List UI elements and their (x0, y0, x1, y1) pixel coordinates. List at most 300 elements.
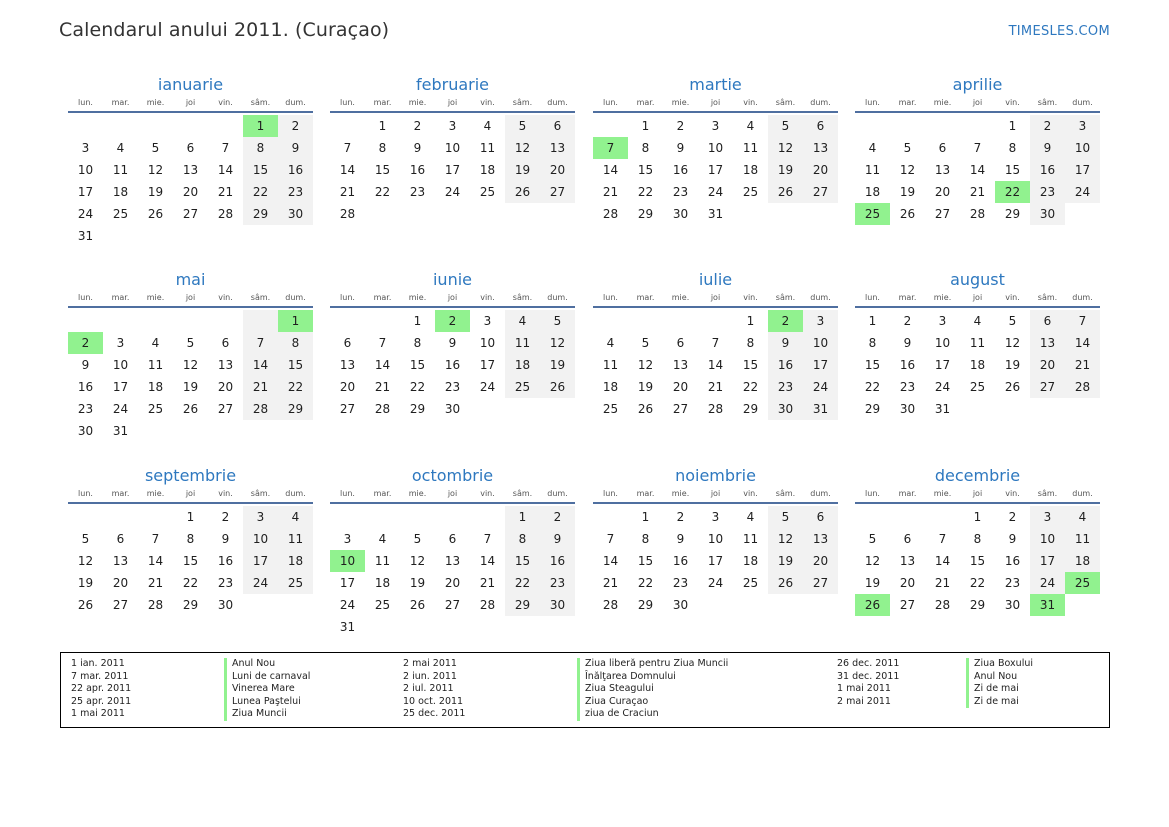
day-cell: 20 (1030, 354, 1065, 376)
day-cell: 4 (1065, 506, 1100, 528)
week-row (68, 376, 313, 398)
day-cell: 14 (969, 163, 986, 177)
week-row (68, 572, 313, 594)
day-cell: 31 (77, 229, 94, 243)
day-cell: 28 (374, 402, 391, 416)
day-cell: 11 (112, 163, 129, 177)
day-cell: 24 (1030, 572, 1065, 594)
day-cell: 12 (147, 163, 164, 177)
weekday-label: lun. (78, 293, 93, 302)
holiday-name: Ziua Muncii (224, 708, 310, 721)
day-cell: 10 (1065, 137, 1100, 159)
day-cell: 28 (217, 207, 234, 221)
weekday-label: dum. (285, 98, 306, 107)
day-cell: 17 (1065, 159, 1100, 181)
day-cell: 18 (969, 358, 986, 372)
day-cell: 29 (864, 402, 881, 416)
week-row (593, 572, 838, 594)
weekday-label: dum. (547, 98, 568, 107)
day-cell: 9 (448, 336, 457, 350)
day-cell: 12 (77, 554, 94, 568)
day-cell: 1 (505, 506, 540, 528)
week-row (855, 137, 1100, 159)
empty-day-cell (540, 616, 575, 638)
day-cell: 13 (217, 358, 234, 372)
weekday-label: vin. (1005, 489, 1020, 498)
day-cell: 27 (899, 598, 916, 612)
day-cell: 7 (973, 141, 982, 155)
empty-day-cell (435, 616, 470, 638)
empty-day-cell (960, 398, 995, 420)
empty-day-cell (138, 506, 173, 528)
day-cell: 30 (768, 398, 803, 420)
weekday-header (855, 97, 1100, 113)
day-cell: 27 (444, 598, 461, 612)
weekday-label: lun. (78, 489, 93, 498)
day-cell: 4 (505, 310, 540, 332)
week-row (330, 310, 575, 332)
holiday-day-cell: 2 (768, 310, 803, 332)
day-cell: 4 (151, 336, 160, 350)
day-cell: 23 (899, 380, 916, 394)
day-cell: 20 (444, 576, 461, 590)
day-cell: 5 (81, 532, 90, 546)
day-cell: 16 (409, 163, 426, 177)
holiday-day-cell: 7 (593, 137, 628, 159)
empty-day-cell (855, 115, 890, 137)
day-cell: 3 (711, 119, 720, 133)
day-cell: 29 (969, 598, 986, 612)
day-cell: 22 (278, 376, 313, 398)
empty-day-cell (803, 594, 838, 616)
holiday-date: 2 iul. 2011 (403, 683, 454, 695)
week-row (330, 572, 575, 594)
month-iulie (593, 268, 838, 420)
day-cell: 9 (676, 141, 685, 155)
day-cell: 13 (444, 554, 461, 568)
day-cell: 30 (278, 203, 313, 225)
day-cell: 16 (540, 550, 575, 572)
week-row (330, 528, 575, 550)
weekday-label: joi (710, 489, 721, 498)
day-cell: 24 (707, 576, 724, 590)
month-name: iulie (698, 270, 733, 289)
holiday-name: Ziua Steagului (577, 683, 728, 696)
weekday-header (593, 97, 838, 113)
holiday-date: 2 mai 2011 (403, 658, 457, 669)
day-cell: 15 (864, 358, 881, 372)
weekday-label: sâm. (775, 489, 796, 498)
day-cell: 5 (151, 141, 160, 155)
day-cell: 3 (1030, 506, 1065, 528)
day-cell: 16 (444, 358, 461, 372)
day-cell: 29 (278, 398, 313, 420)
empty-day-cell (1065, 594, 1100, 616)
week-row (68, 420, 313, 442)
day-cell: 5 (903, 141, 912, 155)
day-cell: 2 (221, 510, 230, 524)
day-cell: 16 (217, 554, 234, 568)
day-cell: 15 (243, 159, 278, 181)
day-cell: 20 (182, 185, 199, 199)
day-cell: 2 (278, 115, 313, 137)
empty-day-cell (470, 616, 505, 638)
empty-day-cell (103, 225, 138, 247)
day-cell: 17 (707, 554, 724, 568)
day-cell: 10 (112, 358, 129, 372)
day-cell: 20 (112, 576, 129, 590)
day-cell: 13 (803, 528, 838, 550)
week-row (593, 528, 838, 550)
day-cell: 5 (868, 532, 877, 546)
holiday-date: 7 mar. 2011 (71, 670, 129, 682)
weekday-label: mar. (373, 293, 392, 302)
week-row (68, 203, 313, 225)
day-cell: 19 (182, 380, 199, 394)
day-cell: 27 (672, 402, 689, 416)
empty-day-cell (628, 310, 663, 332)
weekday-label: dum. (285, 489, 306, 498)
day-cell: 28 (934, 598, 951, 612)
day-cell: 10 (707, 532, 724, 546)
weekday-header (330, 488, 575, 504)
weekday-label: mar. (636, 489, 655, 498)
week-row (593, 332, 838, 354)
week-row (330, 332, 575, 354)
day-cell: 19 (1004, 358, 1021, 372)
day-cell: 24 (112, 402, 129, 416)
day-cell: 13 (934, 163, 951, 177)
day-cell: 6 (448, 532, 457, 546)
day-cell: 22 (243, 181, 278, 203)
day-cell: 15 (409, 358, 426, 372)
day-cell: 18 (864, 185, 881, 199)
month-name: octombrie (411, 466, 494, 485)
week-row (68, 354, 313, 376)
day-cell: 27 (1030, 376, 1065, 398)
week-row (68, 506, 313, 528)
day-cell: 18 (742, 554, 759, 568)
day-cell: 17 (444, 163, 461, 177)
weekday-label: dum. (285, 293, 306, 302)
day-cell: 28 (243, 398, 278, 420)
day-cell: 8 (868, 336, 877, 350)
week-row (593, 181, 838, 203)
holiday-name: Ziua Boxului (966, 658, 1033, 671)
day-cell: 5 (505, 115, 540, 137)
weekday-label: sâm. (512, 489, 533, 498)
day-cell: 26 (77, 598, 94, 612)
day-cell: 19 (899, 185, 916, 199)
weekday-label: dum. (810, 489, 831, 498)
day-cell: 14 (339, 163, 356, 177)
empty-day-cell (330, 310, 365, 332)
day-cell: 28 (147, 598, 164, 612)
week-row (593, 159, 838, 181)
day-cell: 10 (479, 336, 496, 350)
day-cell: 23 (540, 572, 575, 594)
day-cell: 6 (186, 141, 195, 155)
holiday-date: 1 ian. 2011 (71, 658, 125, 669)
month-name: decembrie (934, 466, 1021, 485)
day-cell: 17 (707, 163, 724, 177)
holiday-name: Anul Nou (224, 658, 310, 671)
empty-day-cell (400, 506, 435, 528)
day-cell: 11 (742, 141, 759, 155)
weekday-label: vin. (743, 489, 758, 498)
week-row (593, 203, 838, 225)
day-cell: 4 (116, 141, 125, 155)
day-cell: 30 (444, 402, 461, 416)
month-februarie (330, 73, 575, 225)
day-cell: 17 (243, 550, 278, 572)
day-cell: 7 (378, 336, 387, 350)
holiday-name: Înălţarea Domnului (577, 671, 728, 684)
month-name: iunie (432, 270, 472, 289)
day-cell: 12 (899, 163, 916, 177)
weekday-label: vin. (218, 489, 233, 498)
day-cell: 11 (374, 554, 391, 568)
empty-day-cell (733, 203, 768, 225)
day-cell: 11 (742, 532, 759, 546)
day-cell: 9 (768, 332, 803, 354)
holiday-date: 10 oct. 2011 (403, 695, 464, 707)
day-cell: 25 (479, 185, 496, 199)
day-cell: 4 (746, 510, 755, 524)
week-row (593, 398, 838, 420)
empty-day-cell (400, 616, 435, 638)
holiday-date: 31 dec. 2011 (837, 670, 900, 682)
holiday-day-cell: 2 (435, 310, 470, 332)
week-row (855, 159, 1100, 181)
day-cell: 8 (186, 532, 195, 546)
weekday-label: dum. (547, 293, 568, 302)
day-cell: 14 (217, 163, 234, 177)
day-cell: 5 (540, 310, 575, 332)
day-cell: 18 (602, 380, 619, 394)
day-cell: 15 (374, 163, 391, 177)
empty-day-cell (470, 203, 505, 225)
day-cell: 29 (1004, 207, 1021, 221)
weekday-label: mar. (898, 489, 917, 498)
empty-day-cell (278, 420, 313, 442)
holiday-date: 25 apr. 2011 (71, 695, 132, 707)
day-cell: 31 (339, 620, 356, 634)
day-cell: 23 (768, 376, 803, 398)
weekday-label: joi (185, 98, 196, 107)
day-cell: 16 (672, 554, 689, 568)
day-cell: 11 (864, 163, 881, 177)
day-cell: 26 (540, 376, 575, 398)
weekday-label: joi (185, 489, 196, 498)
day-cell: 14 (147, 554, 164, 568)
empty-day-cell (505, 616, 540, 638)
day-cell: 19 (147, 185, 164, 199)
day-cell: 14 (1065, 332, 1100, 354)
empty-day-cell (243, 594, 278, 616)
day-cell: 23 (409, 185, 426, 199)
day-cell: 15 (1004, 163, 1021, 177)
day-cell: 9 (81, 358, 90, 372)
weekday-label: sâm. (775, 98, 796, 107)
day-cell: 19 (540, 354, 575, 376)
week-row (855, 332, 1100, 354)
empty-day-cell (173, 225, 208, 247)
day-cell: 16 (1004, 554, 1021, 568)
day-cell: 22 (374, 185, 391, 199)
holiday-name-column (577, 658, 728, 721)
day-cell: 4 (746, 119, 755, 133)
day-cell: 1 (973, 510, 982, 524)
day-cell: 17 (77, 185, 94, 199)
day-cell: 17 (112, 380, 129, 394)
day-cell: 8 (641, 141, 650, 155)
weekday-label: sâm. (775, 293, 796, 302)
holiday-date-column (837, 658, 899, 708)
day-cell: 24 (1065, 181, 1100, 203)
weekday-label: lun. (865, 489, 880, 498)
day-cell: 22 (409, 380, 426, 394)
day-cell: 14 (374, 358, 391, 372)
empty-day-cell (243, 225, 278, 247)
day-cell: 3 (711, 510, 720, 524)
weekday-label: sâm. (250, 293, 271, 302)
day-cell: 3 (116, 336, 125, 350)
weekday-label: lun. (865, 293, 880, 302)
empty-day-cell (733, 594, 768, 616)
day-cell: 6 (803, 115, 838, 137)
day-cell: 15 (637, 554, 654, 568)
day-cell: 13 (339, 358, 356, 372)
empty-day-cell (365, 203, 400, 225)
day-cell: 21 (479, 576, 496, 590)
day-cell: 8 (413, 336, 422, 350)
month-ianuarie (68, 73, 313, 247)
day-cell: 30 (672, 598, 689, 612)
day-cell: 8 (1008, 141, 1017, 155)
empty-day-cell (470, 506, 505, 528)
day-cell: 23 (672, 185, 689, 199)
empty-day-cell (768, 203, 803, 225)
day-cell: 25 (742, 185, 759, 199)
week-row (330, 137, 575, 159)
day-cell: 11 (1065, 528, 1100, 550)
week-row (68, 398, 313, 420)
day-cell: 17 (339, 576, 356, 590)
holiday-day-cell: 1 (243, 115, 278, 137)
day-cell: 8 (278, 332, 313, 354)
week-row (593, 376, 838, 398)
day-cell: 9 (1030, 137, 1065, 159)
weekday-label: mar. (111, 293, 130, 302)
day-cell: 19 (77, 576, 94, 590)
week-row (330, 203, 575, 225)
day-cell: 28 (339, 207, 356, 221)
day-cell: 7 (483, 532, 492, 546)
holiday-name: ziua de Craciun (577, 708, 728, 721)
day-cell: 19 (768, 550, 803, 572)
holiday-day-cell: 10 (330, 550, 365, 572)
day-cell: 5 (1008, 314, 1017, 328)
day-cell: 10 (707, 141, 724, 155)
day-cell: 15 (969, 554, 986, 568)
day-cell: 21 (934, 576, 951, 590)
day-cell: 21 (602, 185, 619, 199)
week-row (68, 332, 313, 354)
day-cell: 15 (637, 163, 654, 177)
site-link[interactable]: TIMESLES.COM (1008, 24, 1110, 39)
day-cell: 30 (1030, 203, 1065, 225)
weekday-label: mar. (636, 98, 655, 107)
day-cell: 26 (147, 207, 164, 221)
day-cell: 28 (479, 598, 496, 612)
holiday-list (60, 652, 1110, 728)
holiday-name: Ziua Curaçao (577, 696, 728, 709)
week-row (855, 594, 1100, 616)
day-cell: 29 (505, 594, 540, 616)
day-cell: 15 (505, 550, 540, 572)
day-cell: 6 (116, 532, 125, 546)
day-cell: 27 (339, 402, 356, 416)
empty-day-cell (925, 506, 960, 528)
day-cell: 23 (444, 380, 461, 394)
month-noiembrie (593, 464, 838, 616)
weekday-label: mie. (933, 293, 952, 302)
day-cell: 4 (483, 119, 492, 133)
day-cell: 5 (413, 532, 422, 546)
day-cell: 31 (803, 398, 838, 420)
weekday-label: joi (447, 489, 458, 498)
empty-day-cell (698, 310, 733, 332)
day-cell: 11 (278, 528, 313, 550)
day-cell: 15 (278, 354, 313, 376)
month-octombrie (330, 464, 575, 638)
day-cell: 25 (147, 402, 164, 416)
day-cell: 1 (186, 510, 195, 524)
day-cell: 24 (479, 380, 496, 394)
weekday-header (330, 292, 575, 308)
weekday-label: mie. (671, 489, 690, 498)
day-cell: 29 (637, 598, 654, 612)
day-cell: 17 (479, 358, 496, 372)
day-cell: 21 (1065, 354, 1100, 376)
day-cell: 2 (540, 506, 575, 528)
day-cell: 12 (637, 358, 654, 372)
empty-day-cell (68, 310, 103, 332)
empty-day-cell (103, 506, 138, 528)
day-cell: 18 (147, 380, 164, 394)
week-row (68, 159, 313, 181)
week-row (68, 310, 313, 332)
empty-day-cell (138, 420, 173, 442)
empty-day-cell (208, 420, 243, 442)
day-cell: 6 (938, 141, 947, 155)
holiday-day-cell: 25 (1065, 572, 1100, 594)
week-row (593, 310, 838, 332)
day-cell: 13 (182, 163, 199, 177)
weekday-label: joi (447, 98, 458, 107)
day-cell: 30 (1004, 598, 1021, 612)
empty-day-cell (103, 310, 138, 332)
day-cell: 27 (803, 572, 838, 594)
weekday-label: mie. (146, 98, 165, 107)
day-cell: 22 (637, 576, 654, 590)
day-cell: 24 (339, 598, 356, 612)
weekday-label: sâm. (250, 98, 271, 107)
empty-day-cell (593, 310, 628, 332)
month-august (855, 268, 1100, 420)
day-cell: 29 (409, 402, 426, 416)
